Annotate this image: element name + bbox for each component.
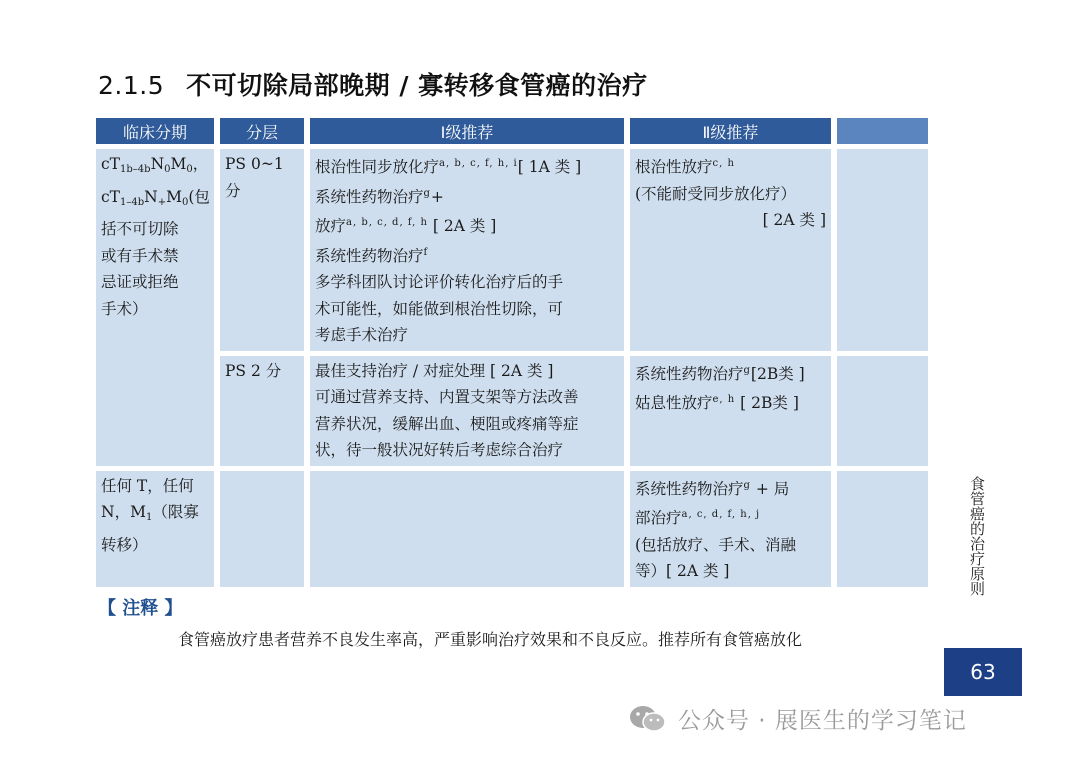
treatment-table	[90, 113, 934, 592]
stratum-ps-0-1: PS 0~1 分	[220, 149, 304, 351]
header-level-1: Ⅰ级推荐	[310, 118, 624, 144]
ps01-level2-cell: 根治性放疗$^{c, h}$ (不能耐受同步放化疗） [ 2A 类 ]	[630, 149, 831, 351]
page-number: 63	[944, 648, 1022, 696]
table-header-row	[96, 118, 928, 144]
table-row	[96, 471, 928, 587]
chapter-side-tab: 食管癌的治疗原则	[968, 476, 986, 596]
ps2-level3-cell	[837, 356, 928, 466]
header-level-3	[837, 118, 928, 144]
ps2-level1-cell: 最佳支持治疗 / 对症处理 [ 2A 类 ] 可通过营养支持、内置支架等方法改善 营养状况，缓解出血、梗阻或疼痛等症 状，待一般状况好转后考虑综合治疗	[310, 356, 624, 466]
header-clinical-stage: 临床分期	[96, 118, 214, 144]
ps01-level1-cell: 根治性同步放化疗$^{a, b, c, f, h, i}$[ 1A 类 ] 系统性药物治疗$^g$+ 放疗$^{a, b, c, d, f, h}$ [ 2A 类 ] 系统性药物治疗$^f$ 多学科团队讨论评价转化治疗后的手 术可能性，如能做到根治性切除，可 考虑手术治疗	[310, 149, 624, 351]
watermark	[628, 702, 967, 740]
header-level-2: Ⅱ级推荐	[630, 118, 831, 144]
stratum-ps-2: PS 2 分	[220, 356, 304, 466]
ps2-level2-cell: 系统性药物治疗$^g$[2B类 ] 姑息性放疗$^{e, h}$ [ 2B类 ]	[630, 356, 831, 466]
stage2-stratum-cell	[220, 471, 304, 587]
header-stratification: 分层	[220, 118, 304, 144]
table-row	[96, 149, 928, 351]
wechat-icon	[628, 704, 668, 740]
section-title-text: 不可切除局部晚期 / 寡转移食管癌的治疗	[186, 71, 648, 100]
ps01-level3-cell	[837, 149, 928, 351]
table-row	[96, 356, 928, 466]
stage2-level3-cell	[837, 471, 928, 587]
stage-cell-oligometastatic: 任何 T，任何 N，$M_1$（限寡 转移）	[96, 471, 214, 587]
stage-cell-locally-advanced: $cT_{1b-4b}N_0M_0$， $cT_{1-4b}N_+M_0$(包 括不可切除 或有手术禁 忌证或拒绝 手术）	[96, 149, 214, 466]
notes-body: 食管癌放疗患者营养不良发生率高，严重影响治疗效果和不良反应。推荐所有食管癌放化	[178, 630, 803, 649]
section-title	[98, 66, 648, 102]
watermark-text: 公众号 · 展医生的学习笔记	[678, 708, 967, 734]
notes-heading: 【 注释 】	[98, 598, 183, 619]
stage2-level2-cell: 系统性药物治疗$^g$ + 局 部治疗$^{a, c, d, f, h, j}$ (包括放疗、手术、消融 等）[ 2A 类 ]	[630, 471, 831, 587]
stage2-level1-cell	[310, 471, 624, 587]
section-number: 2.1.5	[98, 71, 165, 100]
